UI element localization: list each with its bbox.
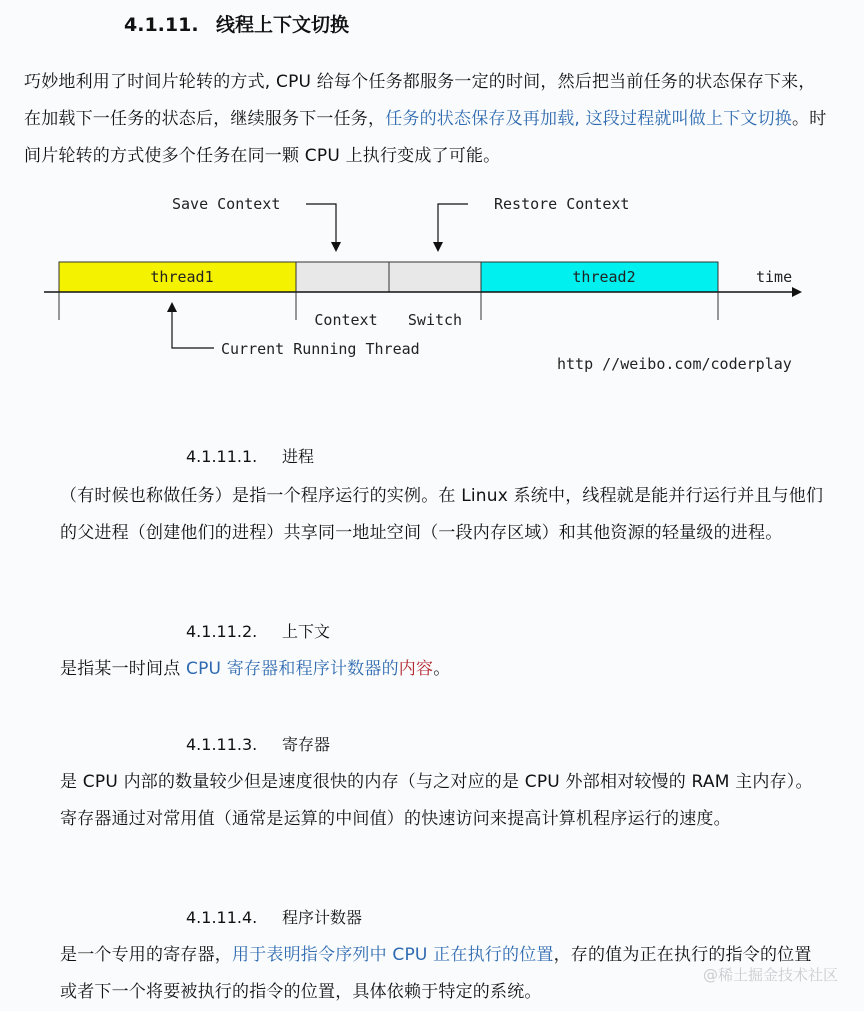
subsection-number: 4.1.11.3. bbox=[186, 735, 258, 754]
subsection-title: 进程 bbox=[282, 447, 315, 466]
section-title: 线程上下文切换 bbox=[216, 14, 350, 36]
context-text-b: 。 bbox=[433, 659, 451, 679]
context-text-blue: CPU 寄存器和程序计数器的 bbox=[186, 659, 399, 679]
intro-paragraph bbox=[24, 64, 832, 175]
intro-text-2: 。时间片轮转的方式使多个任务在同一颗 CPU 上执行变成了可能。 bbox=[24, 109, 827, 166]
process-paragraph: （有时候也称做任务）是指一个程序运行的实例。在 Linux 系统中，线程就是能并行运行并且与他们的父进程（创建他们的进程）共享同一地址空间（一段内存区域）和其他资源的轻量级的进程。 bbox=[60, 486, 824, 543]
context-switch-diagram bbox=[0, 180, 864, 390]
context-paragraph bbox=[60, 651, 828, 688]
watermark: @稀土掘金技术社区 bbox=[702, 966, 838, 984]
save-context-arrow bbox=[306, 204, 336, 250]
subsection-title: 程序计数器 bbox=[282, 908, 363, 927]
restore-context-arrow bbox=[438, 204, 468, 250]
switch-label: Switch bbox=[407, 311, 463, 329]
context-text-red: 内容 bbox=[398, 659, 434, 679]
subsection-heading-process bbox=[186, 444, 314, 467]
register-paragraph: 是 CPU 内部的数量较少但是速度很快的内存（与之对应的是 CPU 外部相对较慢的 RAM 主内存）。寄存器通过对常用值（通常是运算的中间值）的快速访问来提高计算机程序运行的速度。 bbox=[60, 772, 813, 829]
intro-text-1: 巧妙地利用了时间片轮转的方式, CPU 给每个任务都服务一定的时间，然后把当前任务的状态保存下来，在加载下一任务的状态后，继续服务下一任务， bbox=[24, 72, 816, 129]
pc-text-blue: 用于表明指令序列中 CPU 正在执行的位置 bbox=[232, 945, 554, 965]
subsection-number: 4.1.11.4. bbox=[186, 908, 258, 927]
section-heading bbox=[124, 10, 349, 37]
pc-text-b: ，存的值为正在执行的指令的位置或者下一个将要被执行的指令的位置，具体依赖于特定的系统。 bbox=[60, 945, 812, 1002]
switch-segment bbox=[389, 262, 481, 292]
context-label: Context bbox=[314, 311, 378, 329]
restore-context-label: Restore Context bbox=[494, 195, 630, 213]
thread1-label: thread1 bbox=[150, 268, 214, 286]
time-label: time bbox=[756, 268, 793, 286]
context-segment bbox=[296, 262, 389, 292]
intro-highlight: 任务的状态保存及再加载, 这段过程就叫做上下文切换 bbox=[385, 109, 793, 129]
current-running-label: Current Running Thread bbox=[221, 340, 420, 358]
current-running-arrow bbox=[172, 304, 214, 348]
thread2-label: thread2 bbox=[572, 268, 636, 286]
subsection-title: 上下文 bbox=[282, 622, 331, 641]
pc-text-a: 是一个专用的寄存器， bbox=[60, 945, 232, 965]
subsection-title: 寄存器 bbox=[282, 735, 331, 754]
source-url: http //weibo.com/coderplay bbox=[557, 355, 792, 373]
subsection-number: 4.1.11.2. bbox=[186, 622, 258, 641]
context-text-a: 是指某一时间点 bbox=[60, 659, 187, 679]
section-number: 4.1.11. bbox=[124, 14, 199, 36]
subsection-heading-pc bbox=[186, 905, 362, 928]
subsection-heading-register bbox=[186, 732, 330, 755]
subsection-number: 4.1.11.1. bbox=[186, 447, 258, 466]
subsection-heading-context bbox=[186, 619, 330, 642]
save-context-label: Save Context bbox=[172, 195, 281, 213]
